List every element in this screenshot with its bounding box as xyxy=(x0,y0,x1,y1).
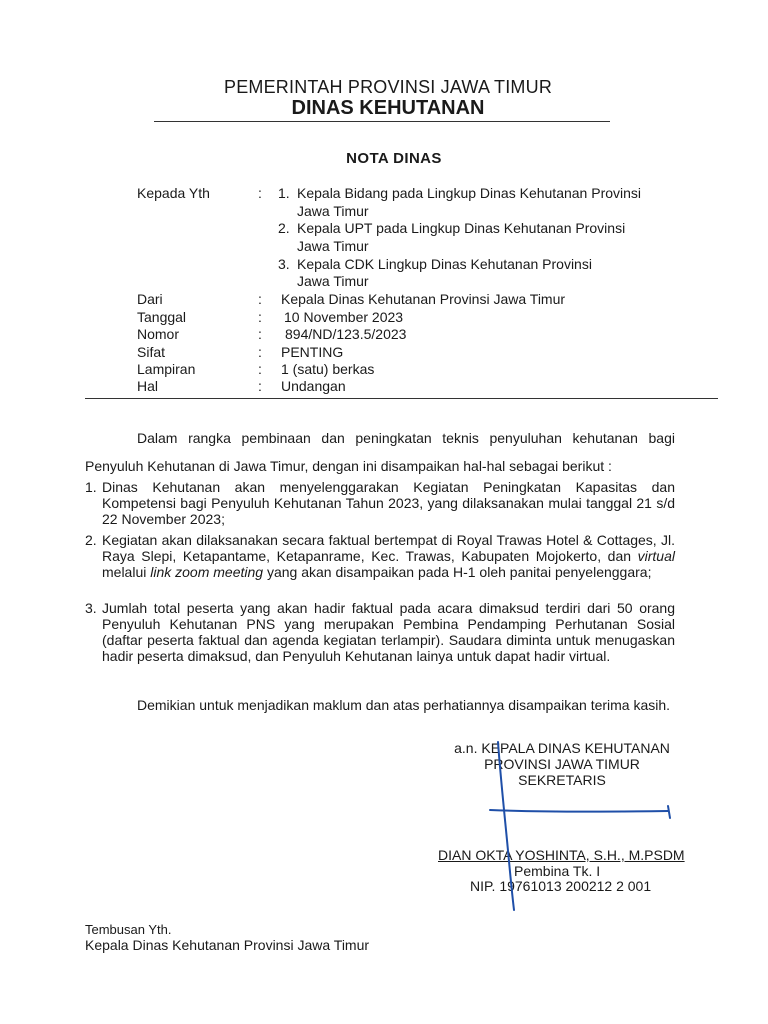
recipient-line: Jawa Timur xyxy=(297,203,369,219)
colon: : xyxy=(258,378,262,394)
closing-text: Demikian untuk menjadikan maklum dan atas perhatiannya disampaikan terima kasih. xyxy=(137,697,671,713)
list-item-number: 3. xyxy=(85,600,97,616)
hal-label: Hal xyxy=(137,378,159,394)
signatory-rank: Pembina Tk. I xyxy=(514,863,601,879)
list-item-text: Jumlah total peserta yang akan hadir faktual pada acara dimaksud terdiri dari 50 orang Penyuluh Kehutanan PNS yang merupakan Pembina Pendamping Perhutanan Sosial (daftar peserta faktual dan agenda kegiatan terlampir). Saudara diminta untuk menugaskan hadir peserta dimaksud, dan Penyuluh Kehutanan lainya untuk dapat hadir virtual. xyxy=(102,600,675,664)
colon: : xyxy=(258,344,262,360)
colon: : xyxy=(258,185,262,201)
list-item xyxy=(85,600,675,684)
nomor-value: 894/ND/123.5/2023 xyxy=(285,326,407,342)
cc-label: Tembusan Yth. xyxy=(85,922,172,937)
letterhead-divider xyxy=(154,121,610,122)
kepada-label: Kepada Yth xyxy=(137,185,210,201)
signatory-nip: NIP. 19761013 200212 2 001 xyxy=(470,878,652,894)
recipient-line: Kepala CDK Lingkup Dinas Kehutanan Provinsi xyxy=(297,256,592,272)
recipient-number: 2. xyxy=(278,220,290,236)
list-item-text: Dinas Kehutanan akan menyelenggarakan Kegiatan Peningkatan Kapasitas dan Kompetensi bagi Penyuluh Kehutanan Tahun 2023, yang dilaksanakan mulai tanggal 21 s/d 22 November 2023; xyxy=(102,479,675,527)
recipient-line: Jawa Timur xyxy=(297,273,369,289)
hal-value: Undangan xyxy=(281,378,346,394)
italic-virtual: virtual xyxy=(637,548,675,564)
cc-recipient: Kepala Dinas Kehutanan Provinsi Jawa Timur xyxy=(85,937,370,953)
closing-paragraph xyxy=(85,693,675,718)
lampiran-value: 1 (satu) berkas xyxy=(281,361,375,377)
list-item-number: 2. xyxy=(85,532,97,548)
sifat-value: PENTING xyxy=(281,344,344,360)
recipient-line: Kepala UPT pada Lingkup Dinas Kehutanan Provinsi xyxy=(297,220,626,236)
tanggal-value: 10 November 2023 xyxy=(284,309,404,325)
intro-text: Dalam rangka pembinaan dan peningkatan teknis penyuluhan kehutanan bagi Penyuluh Kehutanan di Jawa Timur, dengan ini disampaikan hal-hal sebagai berikut : xyxy=(85,430,675,474)
list-item xyxy=(85,532,675,598)
list-item-number: 1. xyxy=(85,479,97,495)
dari-label: Dari xyxy=(137,291,163,307)
colon: : xyxy=(258,326,262,342)
colon: : xyxy=(258,309,262,325)
recipient-number: 3. xyxy=(278,256,290,272)
recipient-line: Kepala Bidang pada Lingkup Dinas Kehutanan Provinsi xyxy=(297,185,642,201)
tanggal-label: Tanggal xyxy=(137,309,187,325)
italic-zoom-link: link zoom meeting xyxy=(150,564,264,580)
signatory-name: DIAN OKTA YOSHINTA, S.H., M.PSDM xyxy=(438,847,685,863)
dari-value: Kepala Dinas Kehutanan Provinsi Jawa Timur xyxy=(281,291,566,307)
letterhead-agency: DINAS KEHUTANAN xyxy=(291,97,485,119)
recipient-line: Jawa Timur xyxy=(297,238,369,254)
letterhead-government: PEMERINTAH PROVINSI JAWA TIMUR xyxy=(223,77,553,97)
lampiran-label: Lampiran xyxy=(137,361,196,377)
list-item-text-part: yang akan disampaikan pada H-1 oleh panitai penyelenggara; xyxy=(263,564,652,580)
signature-authority: a.n. KEPALA DINAS KEHUTANAN xyxy=(454,740,670,756)
recipient-number: 1. xyxy=(278,185,290,201)
list-item-text-part: melalui xyxy=(102,564,151,580)
signature-province: PROVINSI JAWA TIMUR xyxy=(484,756,640,772)
colon: : xyxy=(258,291,262,307)
nomor-label: Nomor xyxy=(137,326,180,342)
colon: : xyxy=(258,361,262,377)
signature-position: SEKRETARIS xyxy=(518,772,606,788)
document-title: NOTA DINAS xyxy=(346,150,442,167)
list-item-text xyxy=(102,532,675,580)
sifat-label: Sifat xyxy=(137,344,166,360)
list-item xyxy=(85,479,675,529)
intro-paragraph xyxy=(85,424,675,480)
header-divider xyxy=(85,398,718,399)
list-item-text-part: Kegiatan akan dilaksanakan secara faktual bertempat di Royal Trawas Hotel & Cottages, Jl. Raya Slepi, Ketapantame, Ketapanrame, Kec. Trawas, Kabupaten Mojokerto, dan xyxy=(102,532,675,564)
